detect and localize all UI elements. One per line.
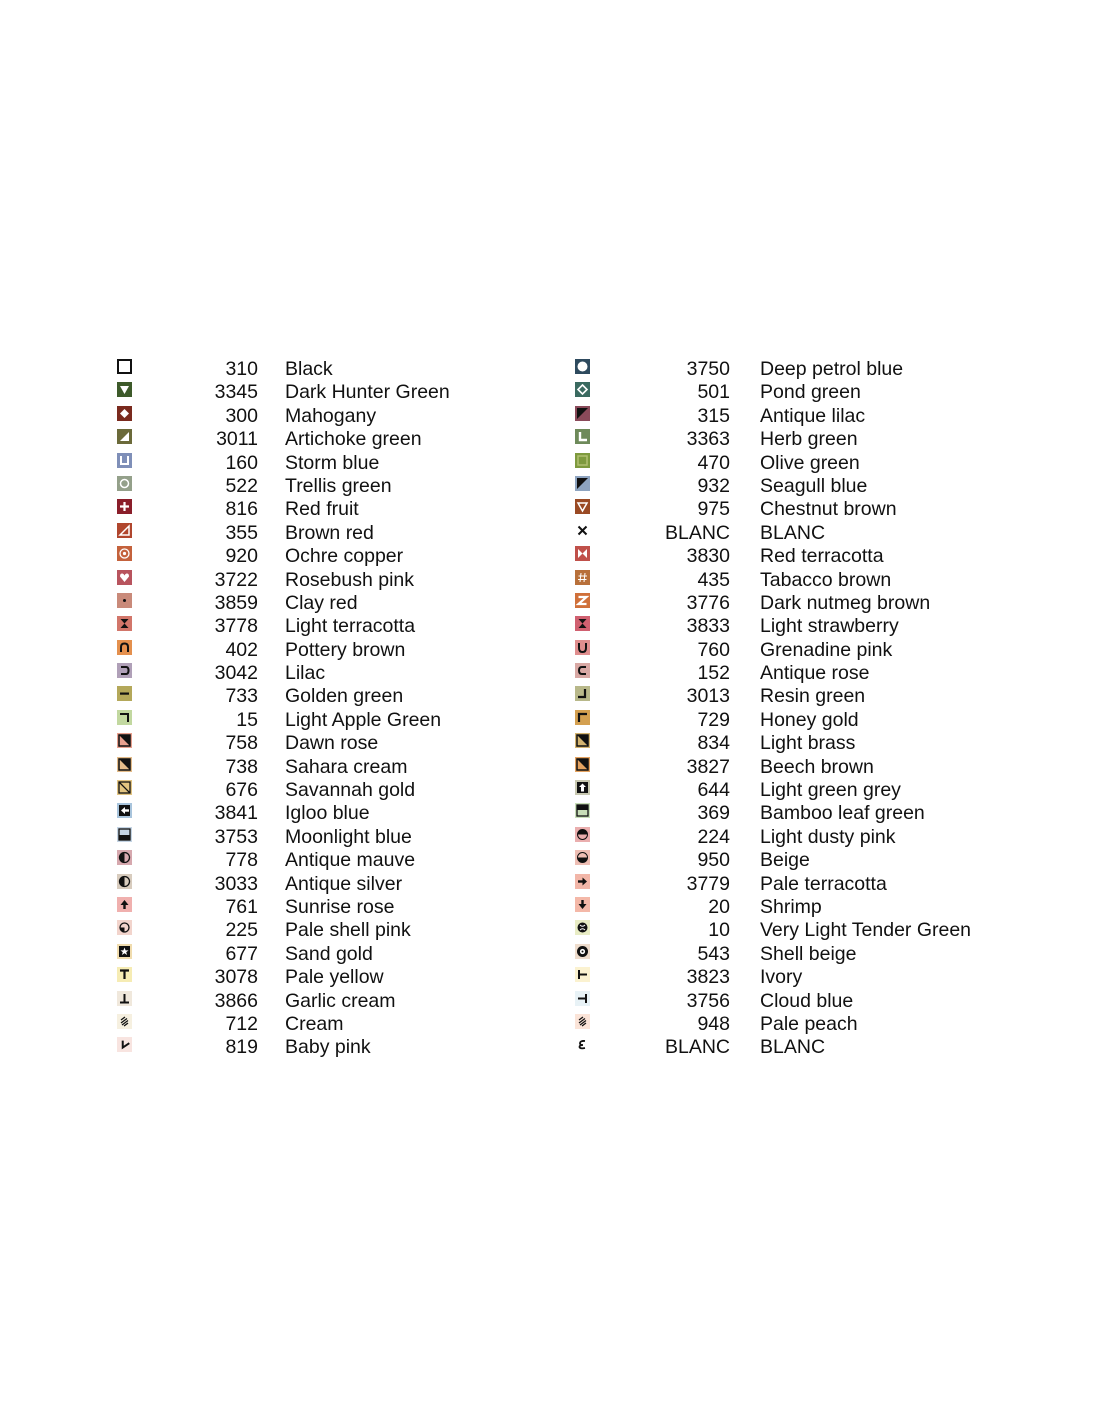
thread-code: 3750	[686, 358, 730, 380]
l-box-icon	[575, 429, 590, 444]
thread-code: 355	[225, 521, 258, 544]
thread-code: 975	[697, 498, 730, 521]
thread-color-name: Antique silver	[285, 872, 403, 895]
thread-color-name: Very Light Tender Green	[760, 919, 972, 942]
thread-color-name: Dawn rose	[285, 732, 379, 755]
hash-icon	[575, 570, 590, 585]
cross-icon	[575, 523, 590, 538]
arrow-right-icon	[575, 874, 590, 889]
thread-color-name: Red fruit	[285, 498, 359, 521]
thread-code: 738	[225, 755, 258, 778]
house-icon	[575, 780, 590, 795]
legend-row	[0, 873, 1100, 896]
thread-code: 819	[225, 1036, 258, 1059]
triangle-corner-icon	[575, 476, 590, 491]
triangle-down-outline-icon	[575, 499, 590, 514]
thread-code: 3823	[686, 966, 730, 989]
thread-code: 224	[697, 825, 730, 848]
thread-code: 3042	[214, 662, 258, 685]
thread-color-name: Antique rose	[760, 662, 870, 685]
thread-color-name: Chestnut brown	[760, 498, 897, 521]
thread-code: 10	[708, 919, 730, 942]
legend-row	[0, 966, 1100, 989]
thread-color-name: Grenadine pink	[760, 638, 893, 661]
thread-code: 3779	[686, 872, 730, 895]
thread-code: 3866	[214, 989, 258, 1012]
legend-row	[0, 592, 1100, 615]
legend-row	[0, 569, 1100, 592]
thread-color-name: Pale peach	[760, 1012, 858, 1035]
legend-row	[0, 615, 1100, 638]
legend-row	[0, 1036, 1100, 1059]
legend-row	[0, 1013, 1100, 1036]
thread-code: 3345	[214, 381, 258, 404]
thread-code: 522	[225, 474, 258, 497]
thread-code: 712	[225, 1012, 258, 1035]
thread-code: 3722	[214, 568, 258, 591]
thread-code: 470	[697, 451, 730, 474]
legend-row	[0, 990, 1100, 1013]
thread-color-name: Light strawberry	[760, 615, 899, 638]
hourglass-icon	[575, 616, 590, 631]
diagonal-fill-icon	[575, 757, 590, 772]
legend-row	[0, 896, 1100, 919]
legend-row	[0, 428, 1100, 451]
thread-color-name: Cream	[285, 1012, 344, 1035]
thread-code: 3833	[686, 615, 730, 638]
flower-icon	[575, 944, 590, 959]
thread-color-name: Tabacco brown	[760, 568, 892, 591]
c-icon	[575, 663, 590, 678]
e-script-icon	[575, 1037, 590, 1052]
legend-row	[0, 405, 1100, 428]
thread-color-name: Resin green	[760, 685, 866, 708]
legend-row	[0, 358, 1100, 381]
thread-color-name: Deep petrol blue	[760, 358, 904, 380]
thread-code: 3830	[686, 545, 730, 568]
thread-color-name: Trellis green	[285, 474, 392, 497]
thread-code: 402	[225, 638, 258, 661]
legend-row	[0, 732, 1100, 755]
thread-color-name: Ivory	[760, 966, 803, 989]
thread-color-name: Sunrise rose	[285, 895, 395, 918]
circle-fill-icon	[575, 359, 590, 374]
z-icon	[575, 593, 590, 608]
thread-color-name: Light brass	[760, 732, 856, 755]
thread-color-name: Moonlight blue	[285, 825, 412, 848]
thread-color-name: Sand gold	[285, 942, 373, 965]
legend-row	[0, 639, 1100, 662]
thread-code: 758	[225, 732, 258, 755]
thread-color-name: Light dusty pink	[760, 825, 896, 848]
thread-color-name: Pale terracotta	[760, 872, 887, 895]
legend-row	[0, 685, 1100, 708]
thread-color-name: Rosebush pink	[285, 568, 414, 591]
corner-bottom-icon	[575, 686, 590, 701]
thread-code: 816	[225, 498, 258, 521]
thread-color-name: Brown red	[285, 521, 374, 544]
thread-color-name: Mahogany	[285, 404, 377, 427]
thread-code: 677	[225, 942, 258, 965]
thread-code: 160	[225, 451, 258, 474]
inner-square-icon	[575, 453, 590, 468]
thread-color-name: Pond green	[760, 381, 861, 404]
thread-code: 761	[225, 895, 258, 918]
legend-row	[0, 779, 1100, 802]
thread-code: 948	[697, 1012, 730, 1035]
half-circle-bottom-icon	[575, 850, 590, 865]
legend-row	[0, 709, 1100, 732]
thread-code: 3827	[686, 755, 730, 778]
thread-code: 950	[697, 849, 730, 872]
corner-top-icon	[575, 710, 590, 725]
legend-row	[0, 826, 1100, 849]
arrow-down-icon	[575, 897, 590, 912]
thread-code: BLANC	[664, 521, 730, 544]
thread-color-name: Cloud blue	[760, 989, 854, 1012]
thread-color-name: Light terracotta	[285, 615, 416, 638]
u-icon	[575, 640, 590, 655]
legend-row	[0, 452, 1100, 475]
thread-code: 3778	[214, 615, 258, 638]
thread-code: 3011	[216, 428, 258, 451]
thread-color-name: Golden green	[285, 685, 404, 708]
thread-code: 435	[697, 568, 730, 591]
thread-color-name: Bamboo leaf green	[760, 802, 925, 825]
thread-color-name: Honey gold	[760, 708, 859, 731]
thread-code: 3841	[214, 802, 258, 825]
thread-color-name: Olive green	[760, 451, 860, 474]
thread-code: BLANC	[664, 1036, 730, 1059]
stripes-icon	[575, 1014, 590, 1029]
thread-color-name: BLANC	[760, 521, 826, 544]
thread-code: 20	[708, 895, 730, 918]
thread-color-name: Dark Hunter Green	[285, 381, 450, 404]
thread-color-name: Herb green	[760, 428, 858, 451]
thread-color-name: Savannah gold	[285, 779, 416, 802]
thread-code: 3753	[214, 825, 258, 848]
thread-color-name: Artichoke green	[285, 428, 422, 451]
legend-row	[0, 498, 1100, 521]
thread-color-name: Clay red	[285, 591, 358, 614]
thread-color-name: Red terracotta	[760, 545, 884, 568]
thread-color-name: Antique lilac	[760, 404, 866, 427]
thread-code: 644	[697, 779, 730, 802]
thread-code: 676	[225, 779, 258, 802]
thread-code: 760	[697, 638, 730, 661]
thread-code: 3776	[686, 591, 730, 614]
legend-row	[0, 381, 1100, 404]
diamond-outline-icon	[575, 382, 590, 397]
legend-right-column	[0, 358, 1100, 1060]
thread-color-name: Ochre copper	[285, 545, 404, 568]
thread-color-name: Light Apple Green	[285, 708, 442, 731]
thread-color-name: Beige	[760, 849, 810, 872]
legend-row	[0, 802, 1100, 825]
thread-color-name: Sahara cream	[285, 755, 408, 778]
half-circle-top-icon	[575, 827, 590, 842]
thread-color-name: Seagull blue	[760, 474, 868, 497]
thread-code: 733	[225, 685, 258, 708]
thread-code: 501	[697, 381, 730, 404]
thread-color-name: BLANC	[760, 1036, 826, 1059]
thread-color-name: Antique mauve	[285, 849, 416, 872]
thread-code: 3756	[686, 989, 730, 1012]
t-right-icon	[575, 991, 590, 1006]
thread-code: 3078	[214, 966, 258, 989]
legend-row	[0, 522, 1100, 545]
thread-code: 3859	[214, 591, 258, 614]
thread-color-name: Shell beige	[760, 942, 857, 965]
thread-code: 834	[697, 732, 730, 755]
legend-row	[0, 545, 1100, 568]
thread-color-name: Pottery brown	[285, 638, 406, 661]
thread-code: 778	[225, 849, 258, 872]
legend-row	[0, 475, 1100, 498]
thread-color-name: Black	[285, 358, 333, 380]
bowtie-icon	[575, 546, 590, 561]
upper-bar-icon	[575, 803, 590, 818]
thread-color-name: Storm blue	[285, 451, 380, 474]
thread-color-name: Baby pink	[285, 1036, 371, 1059]
thread-code: 3013	[686, 685, 730, 708]
thread-code: 3033	[214, 872, 258, 895]
thread-color-name: Shrimp	[760, 895, 822, 918]
legend-row	[0, 919, 1100, 942]
legend-row	[0, 662, 1100, 685]
thread-code: 729	[697, 708, 730, 731]
thread-code: 310	[225, 358, 258, 380]
thread-code: 369	[697, 802, 730, 825]
thread-color-name: Pale yellow	[285, 966, 384, 989]
thread-code: 932	[697, 474, 730, 497]
thread-code: 920	[225, 545, 258, 568]
thread-color-name: Pale shell pink	[285, 919, 411, 942]
triangle-corner-icon	[575, 406, 590, 421]
thread-code: 543	[697, 942, 730, 965]
thread-code: 315	[697, 404, 730, 427]
thread-code: 3363	[686, 428, 730, 451]
thread-color-name: Light green grey	[760, 779, 901, 802]
thread-code: 300	[225, 404, 258, 427]
thread-color-name: Garlic cream	[285, 989, 396, 1012]
thread-code: 15	[236, 708, 258, 731]
thread-color-name: Lilac	[285, 662, 326, 685]
legend-row	[0, 849, 1100, 872]
thread-color-name: Dark nutmeg brown	[760, 591, 931, 614]
legend-row	[0, 756, 1100, 779]
thread-code: 152	[697, 662, 730, 685]
thread-color-name: Beech brown	[760, 755, 874, 778]
thread-color-name: Igloo blue	[285, 802, 370, 825]
diagonal-fill-icon	[575, 733, 590, 748]
t-left-icon	[575, 967, 590, 982]
ball-icon	[575, 920, 590, 935]
thread-code: 225	[225, 919, 258, 942]
legend-row	[0, 943, 1100, 966]
